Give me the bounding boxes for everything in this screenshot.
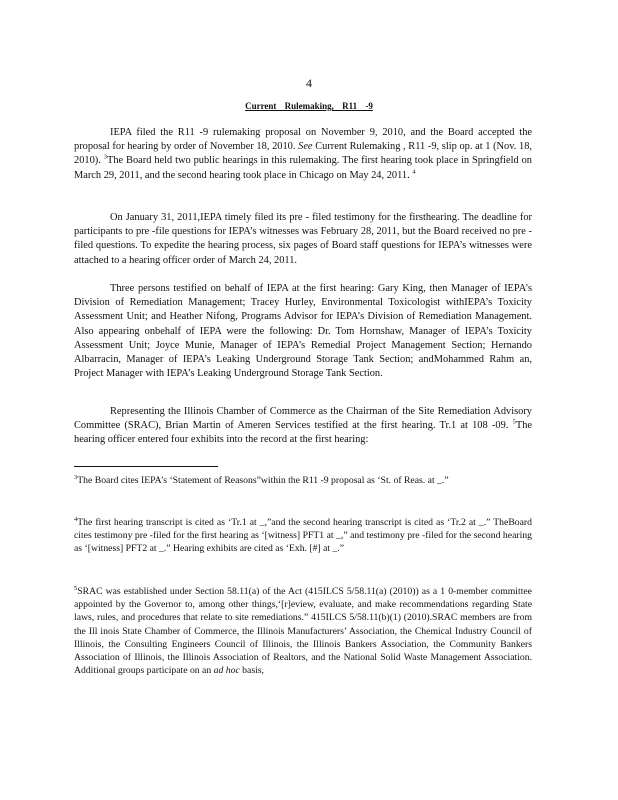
paragraph-srac: [74, 405, 532, 448]
footnote-separator: [74, 466, 218, 467]
page-number: 4: [306, 76, 312, 90]
paragraph-text: IEPA filed the R11 -9 rulemaking proposal on November 9, 2010, and the Board accepted the proposal for hearing by order of November 18, 2010.: [74, 127, 532, 153]
paragraph-text: Current Rulemaking , R11 -9, slip op. at 1 (Nov. 18, 2010).: [74, 141, 532, 167]
footnote-marker[interactable]: 3: [103, 153, 107, 161]
footnote-text: basis,: [242, 665, 264, 677]
footnote-marker[interactable]: 5: [512, 418, 516, 426]
footnote-number: 5: [74, 584, 78, 592]
latin-phrase: ad hoc: [213, 665, 240, 677]
paragraph-text: The Board held two public hearings in this rulemaking. The first hearing took place in Springfield on March 29, 2011, and the second hearing took place in Chicago on May 24, 2011.: [74, 155, 532, 181]
footnote-4: [74, 516, 532, 556]
paragraph-witnesses: Three persons testified on behalf of IEPA at the first hearing: Gary King, then Manager of IEPA’s Division of Remediation Management; Tracey Hurley, Environmental Toxicologist withIEPA’s Toxicity Assessment Unit; and Heather Nifong, Programs Advisor for IEPA’s Division of Remediation Management. Also appearing onbehalf of IEPA were the following: Dr. Tom Hornshaw, Manager of IEPA’s Toxicity Assessment Unit; Joyce Munie, Manager of IEPA’s Remedial Project Management Section; Hernando Albarracin, Manager of IEPA’s Leaking Underground Storage Tank Section; andMohammed Rahm an, Project Manager with IEPA’s Leaking Underground Storage Tank Section.: [74, 283, 532, 380]
footnote-text: The Board cites IEPA’s ‘Statement of Reasons”within the R11 -9 proposal as ‘St. of Reas. at _.”: [77, 475, 449, 486]
paragraph-text: The hearing officer entered four exhibits into the record at the first hearing:: [74, 420, 532, 446]
footnote-5: [74, 585, 532, 677]
paragraph-text: Representing the Illinois Chamber of Commerce as the Chairman of the Site Remediation Advisory Committee (SRAC), Brian Martin of Ameren Services testified at the first hearing. Tr.1 at 108 -09.: [74, 406, 532, 432]
footnote-number: 4: [74, 515, 78, 523]
footnote-text: The first hearing transcript is cited as ‘Tr.1 at _,”and the second hearing transcript is cited as ‘Tr.2 at _.” TheBoard cites testimony pre -filed for the first hearing as ‘[witness] PFT1 at _,” and testimony pre -filed for the second hearing as ‘[witness] PFT2 at _.” Hearing exhibits are cited as ‘Exh. [#] at _.”: [74, 517, 532, 555]
citation-signal: See: [298, 141, 313, 153]
paragraph-prefiled-testimony: On January 31, 2011,IEPA timely filed its pre - filed testimony for the firsthearing. The deadline for participants to pre -file questions for IEPA’s witnesses was February 28, 2011, but the Board received no pre - filed questions. To expedite the hearing process, six pages of Board staff questions for IEPA’s witnesses were attached to a hearing officer order of March 24, 2011.: [74, 212, 532, 266]
footnote-marker[interactable]: 4: [412, 168, 416, 176]
footnote-text: SRAC was established under Section 58.11(a) of the Act (415ILCS 5/58.11(a) (2010)) as a 1 0-member committee appointed by the Governor to, among other things,‘[r]eview, evaluate, and make recommendations regarding State laws, rules, and procedures that relate to site remediations.” 415ILCS 5/58.11(b)(1) (2010).SRAC members are from the Ill inois State Chamber of Commerce, the Illinois Manufacturers’ Association, the Chemical Industry Council of Illinois, the Consulting Engineers Council of Illinois, the Illinois Bankers Association, the Community Bankers Association of Illinois, the Illinois Association of Realtors, and the National Solid Waste Management Association. Additional groups participate on an: [74, 586, 532, 677]
paragraph-filing-history: [74, 126, 532, 183]
footnote-3: [74, 474, 532, 487]
footnote-number: 3: [74, 473, 78, 481]
section-heading: Current Rulemaking, R11 -9: [245, 101, 373, 111]
